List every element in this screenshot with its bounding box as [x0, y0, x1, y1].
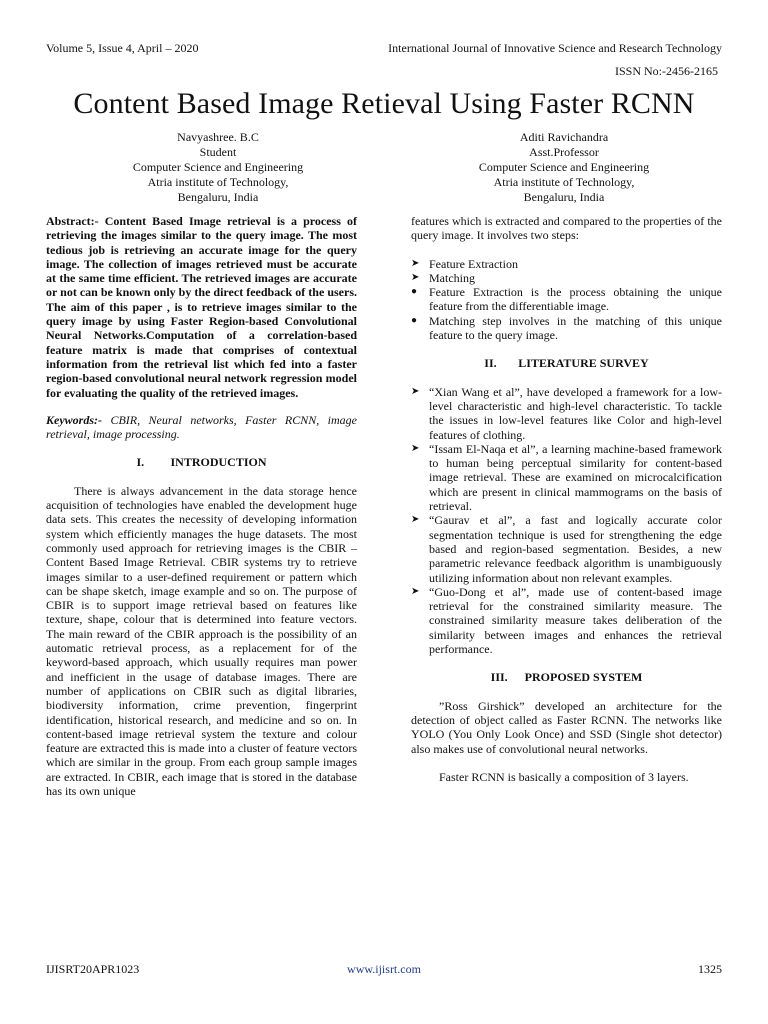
- footer-page-number: 1325: [698, 962, 722, 976]
- proposed-system-text: ”Ross Girshick” developed an architecture for the detection of object called as Faster RCNN. The networks like YOLO (You Only Look Once) and SSD (Single shot detector) also makes use of convolutional neural networks.: [411, 698, 722, 756]
- author-city: Bengaluru, India: [177, 190, 259, 204]
- literature-list: [411, 385, 722, 657]
- paper-title: Content Based Image Retieval Using Faster RCNN: [73, 87, 695, 120]
- list-item: ➤ “Xian Wang et al”, have developed a framework for a low-level characteristic and high-level characteristic. To tackle the issues in low-level features like Color and high-level features of clothing.: [411, 384, 722, 442]
- proposed-system-text-2: Faster RCNN is basically a composition of 3 layers.: [439, 769, 689, 784]
- author-name: Navyashree. B.C: [177, 130, 259, 144]
- list-item: ➤ Matching: [411, 270, 475, 285]
- header-journal: International Journal of Innovative Science and Research Technology: [388, 41, 722, 55]
- list-item: ➤ “Issam El-Naqa et al”, a learning machine-based framework to human being perceptual similarity for content-based image retrieval. These are examined on microcalcification which are present in clinical mammograms on the basis of retrieval.: [411, 441, 722, 514]
- abstract: Abstract:- Content Based Image retrieval is a process of retrieving the images similar to the query image. The most tedious job is retrieving an accurate image for the query image. The collection of images retrieved must be accurate at the same time efficient. The retrieved images are accurate or not can be known only by the direct feedback of the users. The aim of this paper , is to retrieve images similar to the query image by using Faster Region-based Convolutional Neural Networks.Computation of a correlation-based feature matrix is made that comprises of contextual information from the retrieval list which fed into a faster region-based convolutional neural network regression model for evaluating the quality of the retrieved images.: [46, 214, 357, 400]
- arrow-bullet-icon: ➤: [411, 385, 420, 397]
- author-institute: Atria institute of Technology,: [147, 175, 289, 189]
- section-title: INTRODUCTION: [170, 455, 267, 470]
- list-item: ➤ Feature Extraction: [411, 256, 518, 271]
- section-number: I.: [136, 455, 145, 470]
- keywords-label: Keywords:-: [46, 412, 102, 427]
- section-number: II.: [484, 356, 497, 371]
- footer-website-link[interactable]: [0, 962, 768, 977]
- dot-bullet-icon: ●: [411, 286, 418, 298]
- section-number: III.: [490, 670, 508, 685]
- author-name: Aditi Ravichandra: [519, 130, 609, 144]
- right-column: [411, 214, 722, 784]
- list-item: ➤ “Guo-Dong et al”, made use of content-based image retrieval for the constrained similarity measure. The constrained similarity measure takes deliberation of the similarity between images and enhances the retrieval performance.: [411, 584, 722, 657]
- arrow-bullet-icon: ➤: [411, 442, 420, 454]
- section-heading-introduction: [46, 455, 357, 469]
- introduction-continuation: features which is extracted and compared to the properties of the query image. It involves two steps:: [411, 214, 722, 243]
- author-role: Student: [199, 145, 237, 159]
- section-title: LITERATURE SURVEY: [518, 356, 649, 371]
- author-dept: Computer Science and Engineering: [478, 160, 650, 174]
- list-item: ● Matching step involves in the matching of this unique feature to the query image.: [411, 313, 722, 343]
- keywords-text: CBIR, Neural networks, Faster RCNN, image retrieval, image processing.: [46, 412, 357, 442]
- author-institute: Atria institute of Technology,: [493, 175, 635, 189]
- list-item: ➤ “Gaurav et al”, a fast and logically accurate color segmentation technique is used for strengthening the edge based and region-based segmentation. Besides, a new parametric relevance feedback algorithm is unambiguously utilizing information about non relevant examples.: [411, 513, 722, 585]
- author-block-1: [78, 130, 358, 205]
- header-issn: ISSN No:-2456-2165: [614, 64, 718, 78]
- list-item: ● Feature Extraction is the process obtaining the unique feature from the differentiable image.: [411, 285, 722, 314]
- author-role: Asst.Professor: [529, 145, 599, 159]
- steps-list: [411, 257, 722, 343]
- author-block-2: [424, 130, 704, 205]
- keywords: [46, 413, 357, 442]
- dot-bullet-icon: ●: [411, 314, 418, 326]
- introduction-text: There is always advancement in the data storage hence acquisition of technologies have enabled the development huge data sets. This creates the necessity of developing information system which efficiently manages the huge datasets. The most commonly used approach for retrieving images is the CBIR – Content Based Image Retrieval. CBIR systems try to retrieve images similar to a user-defined requirement or pattern which can be shape sketch, image example and so on. The purpose of CBIR is to support image retrieval based on features like texture, shape, colour that is determined into feature vectors. The main reward of the CBIR approach is the possibility of an automatic retrieval process, as a replacement for of the keyword-based approach, which usually requires man power and inefficient in the usage of database images. There are number of applications on CBIR such as digital libraries, biodiversity information, crime prevention, fingerprint identification, historical research, and medicine and so on. In content-based image retrieval system the texture and colour feature are extracted this is made into a cluster of feature vectors which are similar in the group. From each group sample images are extracted. In CBIR, each image that is stored in the database has its own unique: [46, 483, 357, 798]
- left-column: [46, 214, 357, 798]
- author-dept: Computer Science and Engineering: [132, 160, 304, 174]
- section-title: PROPOSED SYSTEM: [524, 670, 643, 685]
- arrow-bullet-icon: ➤: [411, 257, 420, 269]
- author-city: Bengaluru, India: [523, 190, 605, 204]
- section-heading-literature-survey: [411, 356, 722, 370]
- arrow-bullet-icon: ➤: [411, 585, 420, 597]
- footer-paper-id: IJISRT20APR1023: [46, 962, 140, 976]
- arrow-bullet-icon: ➤: [411, 514, 420, 526]
- header-volume: Volume 5, Issue 4, April – 2020: [46, 41, 199, 55]
- footer-url-text[interactable]: www.ijisrt.com: [347, 962, 421, 976]
- section-heading-proposed-system: [411, 670, 722, 684]
- arrow-bullet-icon: ➤: [411, 271, 420, 283]
